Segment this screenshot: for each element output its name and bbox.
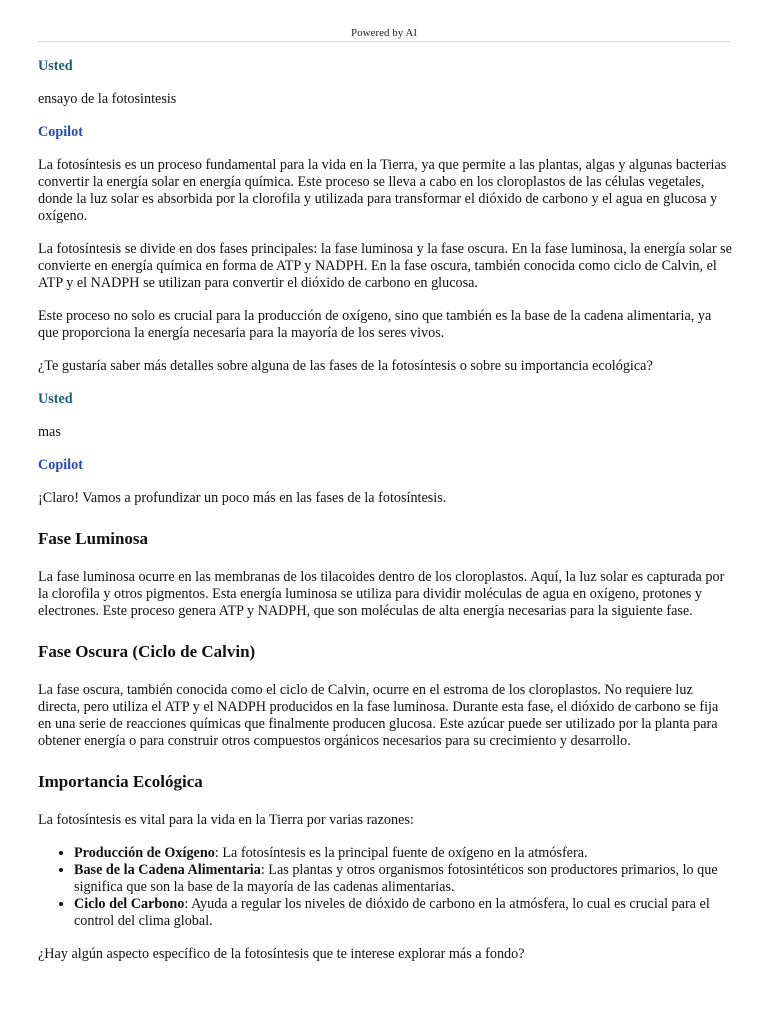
list-item-text: : La fotosíntesis es la principal fuente de oxígeno en la atmósfera. [214,845,588,861]
speaker-label-user: Usted [38,391,73,407]
list-item [74,862,732,896]
section-body: La fase luminosa ocurre en las membranas de los tilacoides dentro de los cloroplastos. Aquí, la luz solar es capturada por la clorofila y otros pigmentos. Esta energía luminosa se utiliza para dividir moléculas de agua en oxígeno, protones y electrones. Este proceso genera ATP y NADPH, que son moléculas de alta energía necesarias para la siguiente fase. [38,569,725,619]
section-body: La fotosíntesis es vital para la vida en la Tierra por varias razones: [38,812,414,828]
section-heading: Importancia Ecológica [38,772,203,791]
list-item-term: Producción de Oxígeno [74,845,215,861]
list-item-text: : Las plantas y otros organismos fotosintéticos son productores primarios, lo que significa que son la base de la mayoría de las cadenas alimentarias. [74,862,718,895]
list-item-text: : Ayuda a regular los niveles de dióxido de carbono en la atmósfera, lo cual es crucial para el control del clima global. [74,896,710,929]
section-body: La fase oscura, también conocida como el ciclo de Calvin, ocurre en el estroma de los cloroplastos. No requiere luz directa, pero utiliza el ATP y el NADPH producidos en la fase luminosa. Durante esta fase, el dióxido de carbono se fija en una serie de reacciones químicas que finalmente producen glucosa. Este azúcar puede ser utilizado por la planta para obtener energía o para construir otros compuestos orgánicos necesarios para su crecimiento y desarrollo. [38,682,719,749]
copilot-paragraph: ¿Te gustaría saber más detalles sobre alguna de las fases de la fotosíntesis o sobre su importancia ecológica? [38,358,653,374]
speaker-label-user: Usted [38,58,73,74]
list-item-term: Base de la Cadena Alimentaria [74,862,261,878]
copilot-paragraph: La fotosíntesis es un proceso fundamental para la vida en la Tierra, ya que permite a las plantas, algas y algunas bacterias convertir la energía solar en energía química. Este proceso se lleva a cabo en los cloroplastos de las células vegetales, donde la luz solar es absorbida por la clorofila y utilizada para transformar el dióxido de carbono y el agua en glucosa y oxígeno. [38,157,727,224]
user-message: mas [38,424,61,440]
speaker-label-copilot: Copilot [38,457,83,473]
list-item-term: Ciclo del Carbono [74,896,185,912]
closing-question: ¿Hay algún aspecto específico de la fotosíntesis que te interese explorar más a fondo? [38,946,525,962]
copilot-paragraph: La fotosíntesis se divide en dos fases principales: la fase luminosa y la fase oscura. En la fase luminosa, la energía solar se convierte en energía química en forma de ATP y NADPH. En la fase oscura, también conocida como ciclo de Calvin, el ATP y el NADPH se utilizan para convertir el dióxido de carbono en glucosa. [38,241,732,291]
conversation [38,58,732,979]
copilot-paragraph: Este proceso no solo es crucial para la producción de oxígeno, sino que también es la base de la cadena alimentaria, ya que proporciona la energía necesaria para la mayoría de los seres vivos. [38,308,712,341]
user-message: ensayo de la fotosintesis [38,91,177,107]
list-item [74,845,732,862]
copilot-paragraph: ¡Claro! Vamos a profundizar un poco más en las fases de la fotosíntesis. [38,490,447,506]
speaker-label-copilot: Copilot [38,124,83,140]
bullet-list [38,845,732,930]
section-heading: Fase Luminosa [38,529,149,548]
powered-by-header: Powered by AI [38,26,730,42]
section-heading: Fase Oscura (Ciclo de Calvin) [38,642,256,661]
list-item [74,896,732,930]
